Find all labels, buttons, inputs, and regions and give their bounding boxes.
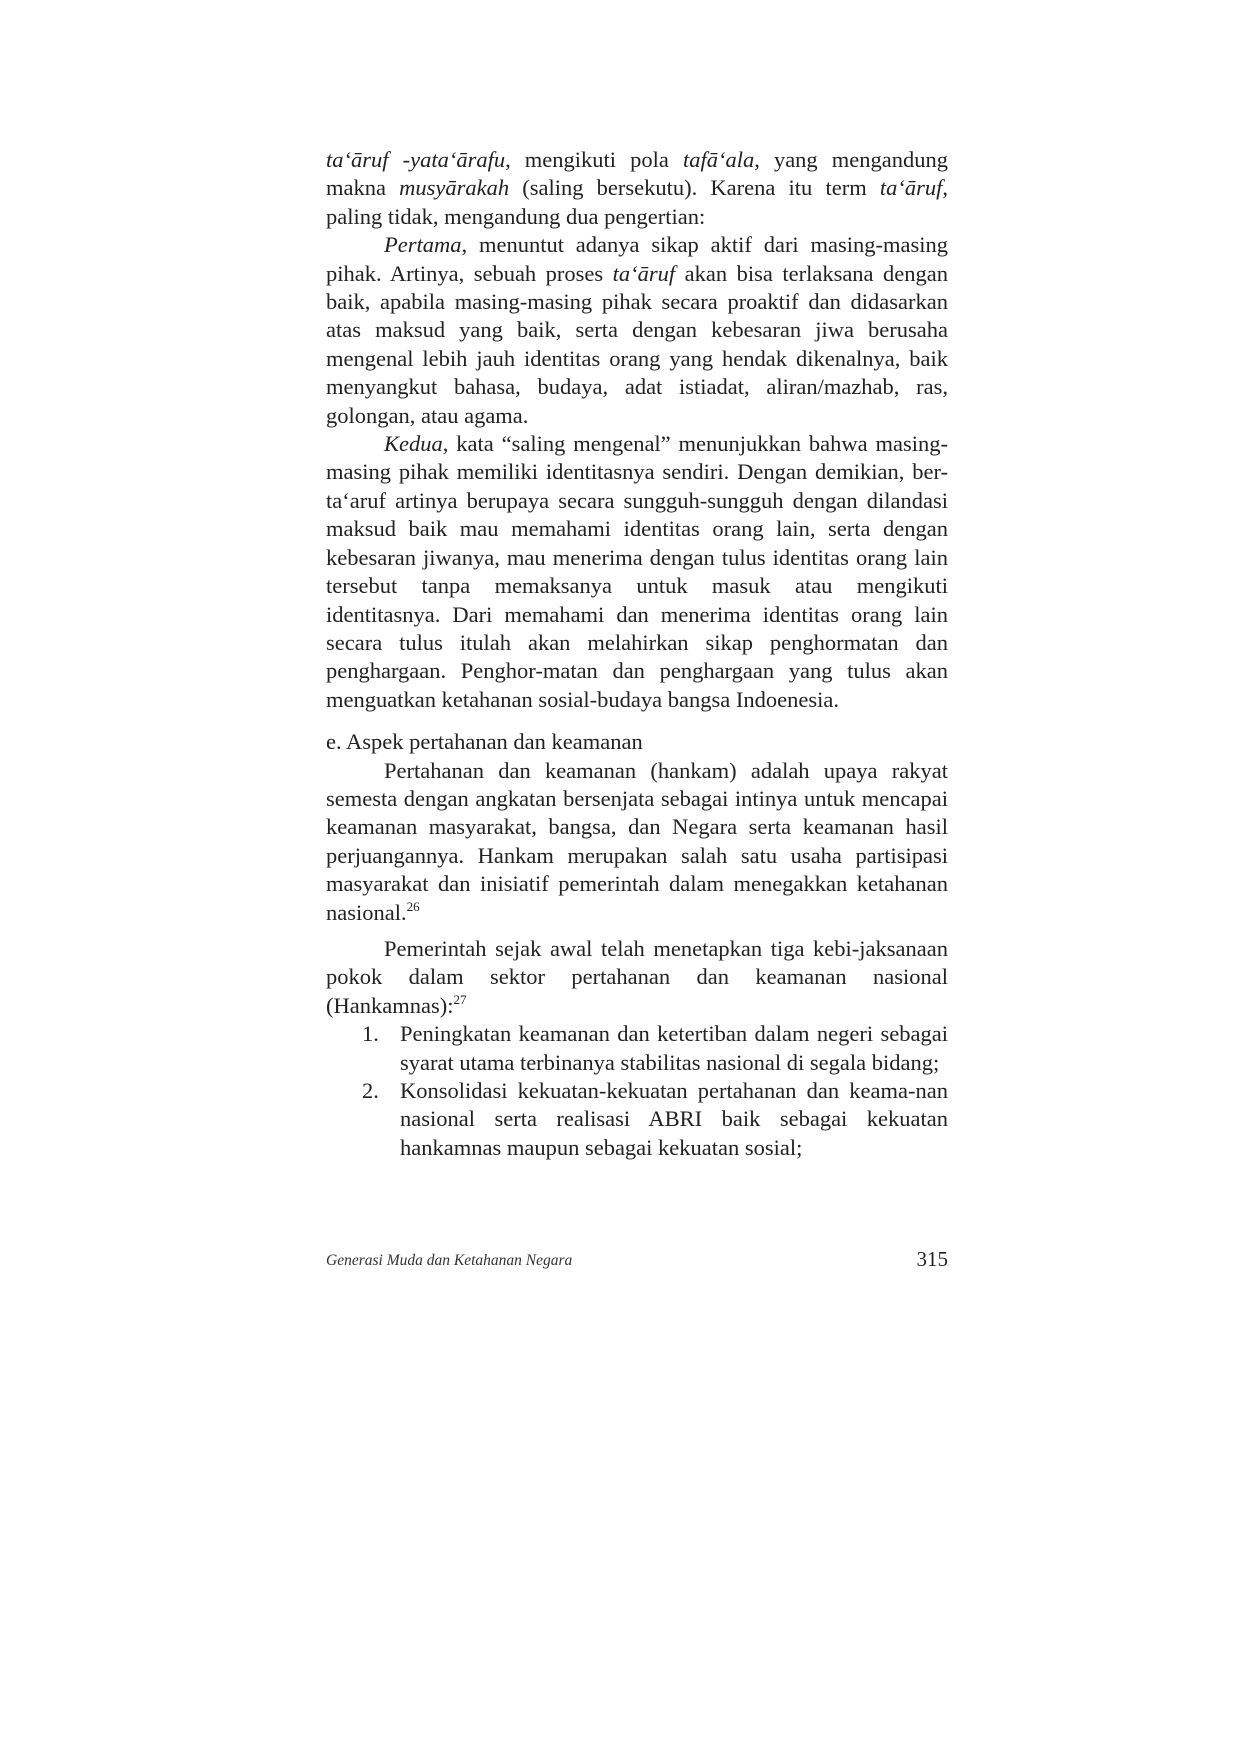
running-footer-title: Generasi Muda dan Ketahanan Negara — [326, 1252, 573, 1269]
paragraph-text: Pertahanan dan keamanan (hankam) adalah upaya rakyat semesta dengan angkatan bersenjata sebagai intinya untuk mencapai keamanan masyarakat, bangsa, dan Negara serta keamanan hasil perjuangannya. Hankam merupakan salah satu usaha partisipasi masyarakat dan inisiatif pemerintah dalam menegakkan ketahanan nasional. — [326, 757, 948, 925]
paragraph-kedua — [326, 430, 948, 714]
footnote-ref[interactable]: 26 — [406, 898, 420, 914]
policy-list — [326, 1020, 948, 1162]
list-number: 2. — [362, 1078, 379, 1103]
arabic-term: ta‘āruf — [612, 260, 676, 286]
list-item — [326, 1077, 948, 1162]
lead-word: Pertama — [384, 232, 462, 258]
arabic-term: ta‘āruf -yata‘ārafu — [326, 147, 506, 172]
arabic-term: musyārakah — [399, 175, 510, 201]
list-text: Konsolidasi kekuatan-kekuatan pertahanan dan keama-nan nasional serta realisasi ABRI baik sebagai kekuatan hankamnas maupun sebagai kekuatan sosial; — [400, 1078, 948, 1160]
paragraph-hankam — [326, 757, 948, 927]
paragraph-text: (saling bersekutu). Karena itu term — [509, 175, 880, 201]
arabic-term: ta‘āruf — [879, 175, 943, 201]
list-number: 1. — [362, 1021, 379, 1047]
paragraph-text: , yang mengandung makna — [326, 147, 948, 201]
paragraph-text: Pemerintah sejak awal telah menetapkan tiga kebi-jaksanaan pokok dalam sektor pertahanan dan keamanan nasional (Hankamnas): — [326, 935, 948, 1018]
list-item — [326, 1020, 948, 1077]
arabic-term: tafā‘ala — [682, 147, 755, 172]
page-body — [326, 146, 948, 1162]
paragraph-pertama — [326, 231, 948, 430]
paragraph-taaruf-definition — [326, 146, 948, 231]
section-heading: e. Aspek pertahanan dan keamanan — [326, 729, 643, 755]
list-text: Peningkatan keamanan dan ketertiban dalam negeri sebagai syarat utama terbinanya stabilitas nasional di segala bidang; — [400, 1021, 948, 1075]
paragraph-text: , kata “saling mengenal” menunjukkan bahwa masing-masing pihak memiliki identitasnya sendiri. Dengan demikian, ber-ta‘aruf artinya berupaya secara sungguh-sungguh dengan dilandasi maksud baik mau memahami identitas orang lain, serta dengan kebesaran jiwanya, mau menerima dengan tulus identitas orang lain tersebut tanpa memaksanya untuk masuk atau mengikuti identitasnya. Dari memahami dan menerima identitas orang lain secara tulus itulah akan melahirkan sikap penghormatan dan penghargaan. Penghor-matan dan penghargaan yang tulus akan menguatkan ketahanan sosial-budaya bangsa Indoenesia. — [326, 431, 948, 712]
lead-word: Kedua — [384, 431, 443, 457]
footnote-ref[interactable]: 27 — [453, 991, 467, 1007]
page-number: 315 — [916, 1247, 948, 1271]
paragraph-text: , menuntut adanya sikap aktif dari masing-masing pihak. Artinya, sebuah proses — [326, 232, 948, 286]
paragraph-text: akan bisa terlaksana dengan baik, apabila masing-masing pihak secara proaktif dan didasarkan atas maksud yang baik, serta dengan kebesaran jiwa berusaha mengenal lebih jauh identitas orang yang hendak dikenalnya, baik menyangkut bahasa, budaya, adat istiadat, aliran/mazhab, ras, golongan, atau agama. — [326, 260, 949, 428]
paragraph-pemerintah — [326, 935, 948, 1020]
paragraph-text: , paling tidak, mengandung dua pengertian: — [326, 175, 948, 229]
paragraph-text: , mengikuti pola — [505, 147, 683, 172]
